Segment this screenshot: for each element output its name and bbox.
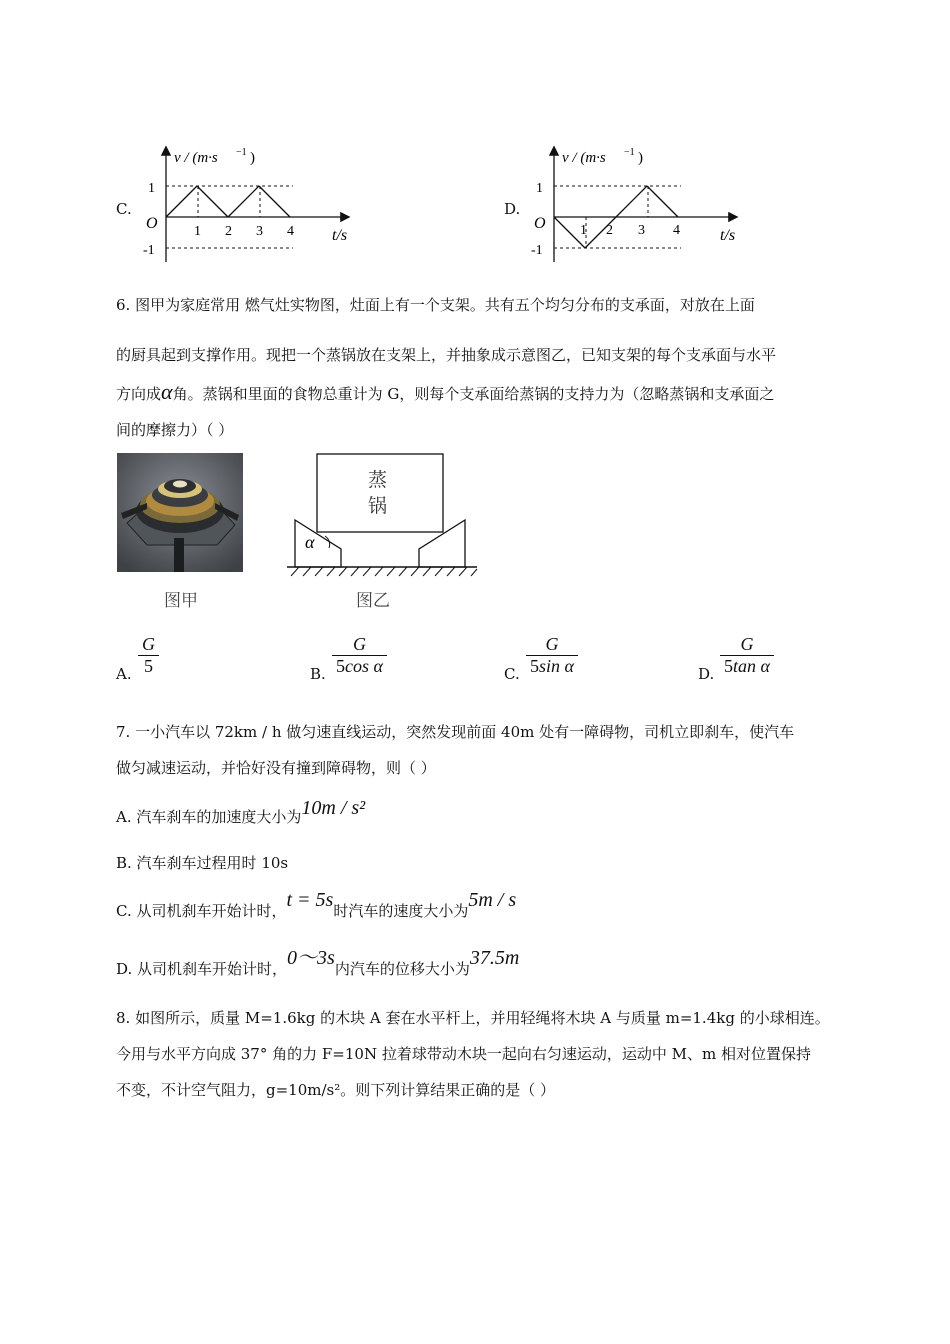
q6-line3 [116, 379, 775, 404]
pot-label-1: 蒸 [368, 469, 388, 491]
q7-option-b[interactable]: B. 汽车刹车过程用时 10s [116, 854, 289, 872]
q7-line1: 7. 一小汽车以 72km / h 做匀速直线运动，突然发现前面 40m 处有一障碍物，司机立即刹车，使汽车 [116, 723, 795, 741]
vt-segment-3 [259, 186, 290, 217]
y-tick-neg1: -1 [531, 243, 543, 258]
q6-option-c-label: C. [504, 665, 520, 683]
q8-line3: 不变，不计空气阻力，g=10m/s²。则下列计算结果正确的是（ ） [116, 1081, 556, 1099]
alpha-symbol: α [161, 379, 173, 404]
origin-label: O [146, 215, 158, 232]
q6-option-c-fraction[interactable]: $\frac{G}{\text{5sin α}}$ [526, 634, 578, 677]
displacement-value: 37.5m [469, 947, 520, 969]
y-axis-close: ) [638, 150, 643, 166]
time-value: t = 5s [286, 889, 334, 911]
q8-line2: 今用与水平方向成 37° 角的力 F=10N 拉着球带动木块一起向右匀速运动，运动中 M、m 相对位置保持 [116, 1045, 811, 1063]
q7-option-a[interactable]: A. 汽车刹车的加速度大小为10m / s² [116, 797, 366, 826]
q6-option-b-label: B. [310, 665, 326, 683]
x-tick-3: 3 [638, 223, 645, 238]
y-axis-close: ) [250, 150, 255, 166]
q8-line1: 8. 如图所示，质量 M=1.6kg 的木块 A 套在水平杆上，并用轻绳将木块 A 与质量 m=1.4kg 的小球相连。 [116, 1009, 830, 1027]
x-tick-2: 2 [606, 223, 613, 238]
option-c-label: C. [116, 200, 132, 218]
q7-option-c[interactable]: C. 从司机刹车开始计时，t = 5s时汽车的速度大小为5m / s [116, 889, 517, 920]
q7-line2: 做匀减速运动，并恰好没有撞到障碍物，则（ ） [116, 759, 436, 777]
interval-value: 0～3s [287, 947, 335, 969]
pot-label-2: 锅 [368, 495, 388, 517]
velocity-graph-c [138, 140, 368, 265]
q6-line4: 间的摩擦力）（ ） [116, 421, 234, 439]
vt-segment-3 [647, 186, 678, 217]
alpha-angle-label: α [305, 532, 315, 552]
option-d-label: D. [504, 200, 521, 218]
x-axis-label: t/s [332, 227, 348, 244]
y-tick-neg1: -1 [143, 243, 155, 258]
gas-stove-photo [117, 453, 243, 572]
q6-option-a-label: A. [116, 665, 132, 683]
figure-a-caption: 图甲 [164, 591, 198, 611]
y-axis-exp: −1 [236, 147, 247, 158]
q6-option-d-fraction[interactable]: $\frac{G}{\text{5tan α}}$ [720, 634, 774, 677]
q6-line2: 的厨具起到支撑作用。现把一个蒸锅放在支架上，并抽象成示意图乙，已知支架的每个支承面与水平 [116, 346, 777, 364]
acceleration-value: 10m / s² [301, 797, 366, 819]
x-tick-3: 3 [256, 224, 263, 239]
q6-option-d-label: D. [698, 665, 715, 683]
vt-segment-1 [197, 186, 228, 217]
velocity-graph-d [526, 140, 756, 265]
q6-line3-end: 角。蒸锅和里面的食物总重计为 G，则每个支承面给蒸锅的支持力为（忽略蒸锅和支承面之 [172, 385, 775, 403]
y-axis-exp: −1 [624, 147, 635, 158]
x-tick-1: 1 [194, 224, 201, 239]
q6-line3-start: 方向成 [116, 385, 162, 403]
origin-label: O [534, 215, 546, 232]
x-axis-label: t/s [720, 227, 736, 244]
speed-value: 5m / s [468, 889, 517, 911]
y-axis-label: v / (m·s [174, 150, 218, 166]
x-tick-4: 4 [287, 224, 294, 239]
q6-option-a-fraction[interactable]: $\frac{G}{5}$ [138, 634, 159, 677]
q7-option-d[interactable]: D. 从司机刹车开始计时，0～3s内汽车的位移大小为37.5m [116, 947, 520, 978]
q6-option-b-fraction[interactable]: $\frac{G}{\text{5cos α}}$ [332, 634, 387, 677]
y-tick-1: 1 [148, 181, 155, 196]
vt-segment-2 [228, 186, 259, 217]
x-tick-4: 4 [673, 223, 680, 238]
vt-segment-0 [166, 186, 197, 217]
vt-segment-2 [616, 186, 647, 217]
x-tick-2: 2 [225, 224, 232, 239]
x-tick-1: 1 [580, 223, 587, 238]
q6-line1: 6. 图甲为家庭常用 燃气灶实物图，灶面上有一个支架。共有五个均匀分布的支承面，对放在上面 [116, 296, 755, 314]
figure-b-caption: 图乙 [356, 591, 390, 611]
y-tick-1: 1 [536, 181, 543, 196]
steamer-schematic [285, 450, 485, 580]
y-axis-label: v / (m·s [562, 150, 606, 166]
